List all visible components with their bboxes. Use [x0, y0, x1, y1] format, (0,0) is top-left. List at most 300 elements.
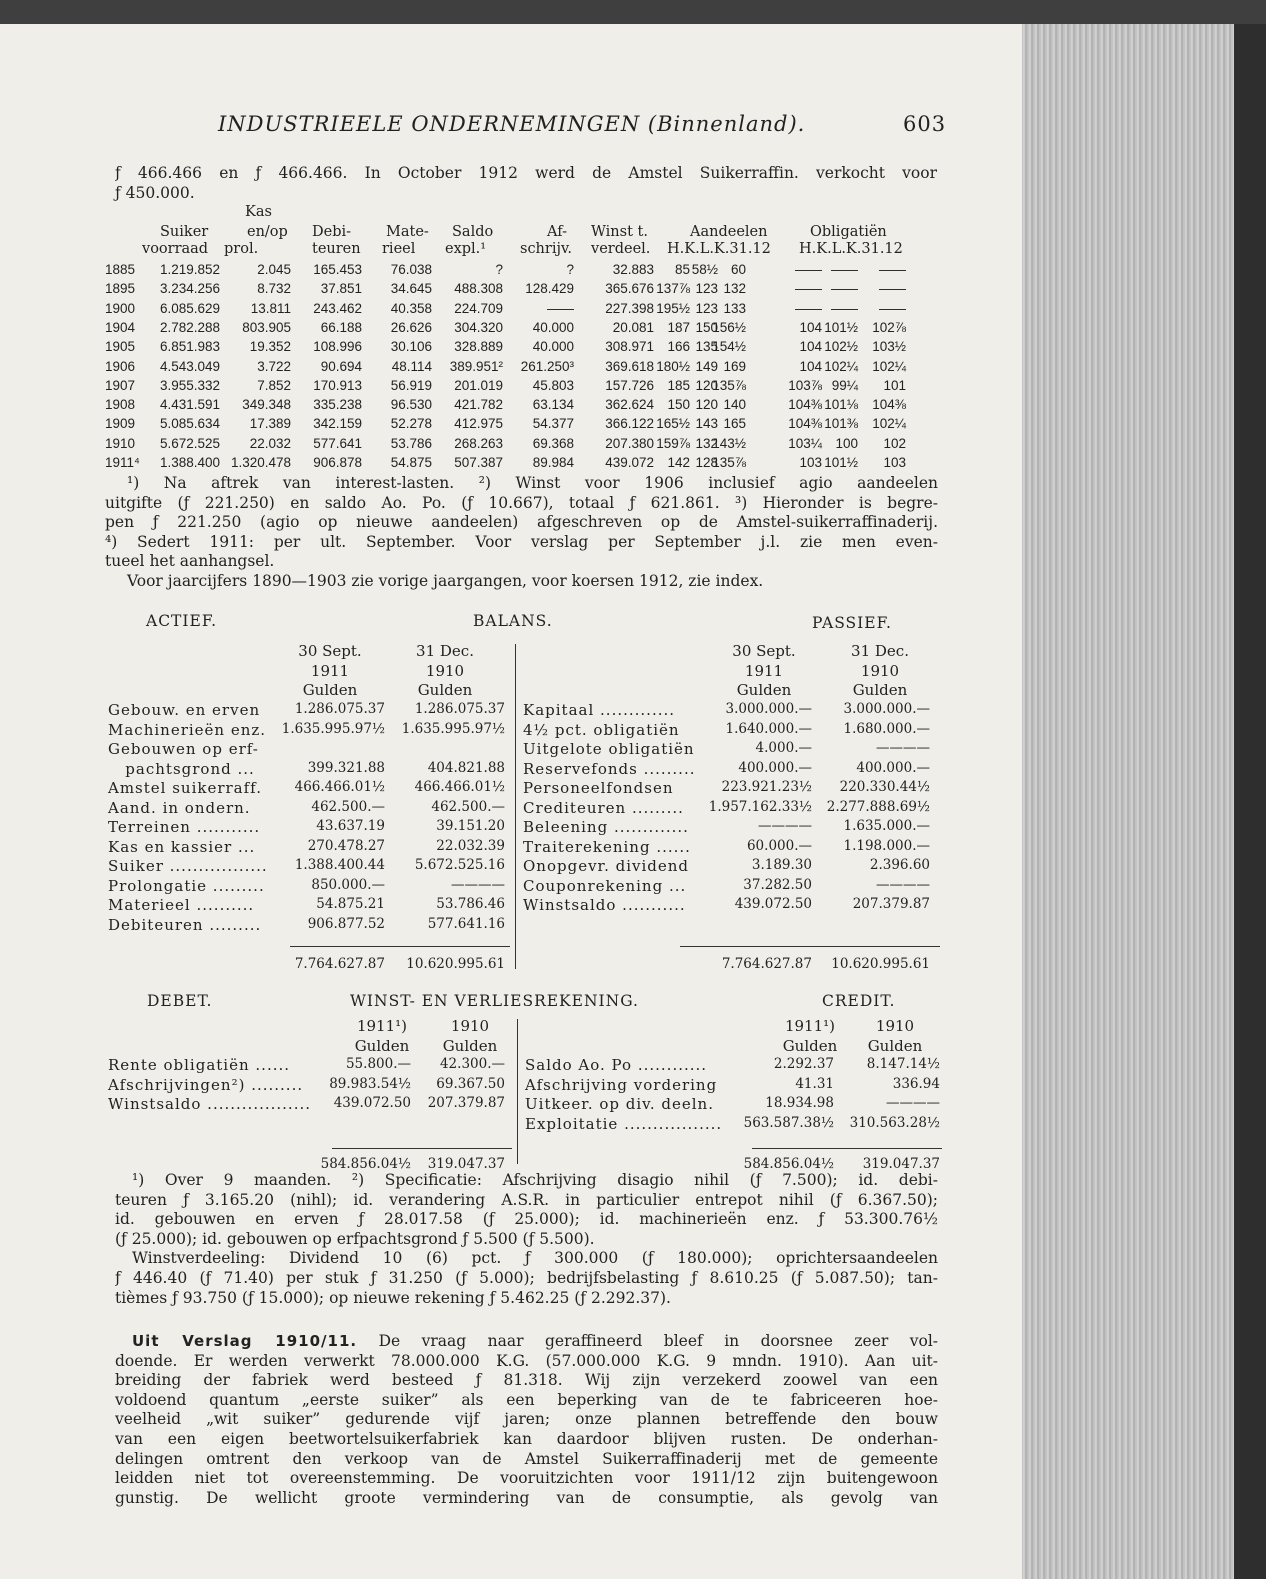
table-cell: 328.889: [454, 339, 503, 355]
table-cell: 803.905: [242, 319, 291, 335]
table-cell: 90.694: [320, 358, 362, 374]
table-cell: 22.032: [249, 435, 291, 451]
row-year: 1908: [105, 397, 136, 413]
note-line: ƒ 446.40 (ƒ 71.40) per stuk ƒ 31.250 (ƒ 5.000); bedrijfsbelasting ƒ 8.610.25 (ƒ 5.087.50); tan-: [115, 1268, 938, 1287]
column-heading: 1910: [425, 661, 465, 680]
account-value: 404.821.88: [427, 759, 505, 776]
table-cell: 165: [723, 416, 746, 432]
table-cell: 165.453: [313, 262, 362, 277]
footnote-line: pen ƒ 221.250 (agio op nieuwe aandeelen) afgeschreven op de Amstel-suikerraffinaderij.: [105, 513, 938, 532]
table-cell: 1.320.478: [230, 455, 291, 470]
table-cell: 123: [695, 300, 718, 316]
table-row: [0, 301, 1000, 320]
row-year: 1906: [105, 358, 136, 374]
account-value: 69.367.50: [436, 1075, 505, 1092]
table-cell: 104⅜: [788, 397, 822, 413]
table-row: [0, 359, 1000, 378]
account-value: 1.198.000.—: [843, 837, 930, 854]
column-heading: 1911¹): [356, 1017, 408, 1035]
table-cell: 140: [723, 397, 746, 413]
account-value: 89.983.54½: [329, 1075, 411, 1092]
table-cell: 243.462: [313, 300, 362, 316]
account-label: pachtsgrond ...: [108, 759, 255, 778]
table-cell: 195½: [656, 300, 690, 316]
account-label: Uitkeer. op div. deeln.: [525, 1095, 714, 1113]
table-cell: 4.543.049: [159, 358, 220, 374]
col-header: Winst t.: [591, 224, 648, 240]
table-cell: ——: [879, 300, 906, 316]
table-cell: 906.878: [313, 455, 362, 470]
table-cell: 268.263: [454, 435, 503, 451]
col-header: Debi-: [312, 224, 352, 240]
account-value: 1.957.162.33½: [708, 798, 812, 815]
col-header: schrijv.: [520, 241, 573, 257]
account-value: 3.000.000.—: [725, 701, 812, 717]
table-cell: 577.641: [313, 435, 362, 451]
account-value: 223.921.23½: [721, 779, 812, 795]
account-label: Beleening .............: [523, 818, 689, 836]
account-label: Couponrekening ...: [523, 876, 687, 895]
column-heading: Gulden: [442, 1036, 498, 1055]
total-value: 584.856.04½: [743, 1156, 834, 1172]
table-cell: 201.019: [454, 377, 503, 393]
table-cell: 150: [695, 319, 718, 335]
table-cell: 132: [723, 281, 746, 297]
verslag-line: veelheid „wit suiker” gedurende vijf jaren; onze plannen betreffende den bouw: [115, 1410, 938, 1429]
account-value: 41.31: [795, 1075, 834, 1092]
account-label: Rente obligatiën ......: [108, 1056, 291, 1074]
col-header: verdeel.: [591, 241, 651, 257]
vertical-divider: [517, 1019, 518, 1164]
account-value: ————: [876, 876, 930, 893]
account-value: 1.286.075.37: [294, 701, 385, 717]
account-label: Gebouwen op erf-: [108, 740, 259, 758]
total-value: 584.856.04½: [320, 1156, 411, 1172]
page-number: 603: [903, 112, 947, 136]
account-label: Reservefonds .........: [523, 759, 696, 778]
row-year: 1905: [105, 339, 136, 355]
table-cell: 103¼: [788, 435, 822, 451]
table-cell: 54.377: [532, 416, 574, 432]
table-cell: 26.626: [390, 319, 432, 335]
account-value: 37.282.50: [743, 876, 812, 893]
table-cell: 6.851.983: [159, 339, 220, 355]
table-row: [0, 416, 1000, 435]
verslag-line: voldoend quantum „eerste suiker” als een beperking van de te fabriceeren hoe-: [115, 1390, 938, 1409]
table-cell: 1.388.400: [159, 455, 220, 470]
col-header: expl.¹: [445, 241, 487, 257]
column-heading: 1910: [860, 661, 900, 680]
table-cell: 154½: [712, 339, 746, 355]
column-heading: 1910: [450, 1017, 490, 1035]
table-row: [0, 320, 1000, 339]
table-cell: 3.234.256: [159, 281, 220, 297]
table-cell: 34.645: [390, 281, 432, 297]
table-cell: 143½: [712, 435, 746, 451]
row-year: 1900: [105, 300, 136, 316]
table-cell: ——: [795, 281, 822, 297]
account-value: 1.388.400.44: [294, 857, 385, 873]
table-cell: 101½: [824, 455, 858, 470]
column-heading: Gulden: [867, 1036, 923, 1055]
account-value: 1.635.000.—: [843, 818, 930, 834]
table-cell: 123: [695, 281, 718, 297]
table-cell: ——: [879, 281, 906, 297]
account-label: Machinerieën enz.: [108, 720, 267, 739]
table-cell: ——: [831, 281, 858, 297]
table-cell: 104: [799, 339, 822, 355]
table-cell: 40.358: [390, 300, 432, 316]
table-cell: 120: [695, 377, 718, 393]
table-cell: 4.431.591: [159, 397, 220, 413]
table-cell: 165½: [656, 416, 690, 432]
row-year: 1885: [105, 262, 136, 277]
column-heading: 31 Dec.: [416, 642, 474, 660]
table-cell: 66.188: [320, 319, 362, 335]
table-cell: 17.389: [249, 416, 291, 432]
verslag-line: van een eigen beetwortelsuikerfabriek kan daardoor blijven rusten. De onderhan-: [115, 1429, 938, 1448]
table-cell: 362.624: [605, 397, 654, 413]
account-value: 400.000.—: [738, 759, 812, 776]
account-value: 577.641.16: [427, 915, 505, 932]
account-value: 22.032.39: [436, 837, 505, 854]
table-cell: 156½: [712, 319, 746, 335]
account-value: 310.563.28½: [849, 1114, 940, 1131]
table-cell: ——: [547, 300, 574, 316]
table-cell: 2.782.288: [159, 319, 220, 335]
col-header: Mate-: [386, 224, 429, 240]
account-value: 906.877.52: [307, 915, 385, 932]
col-header: en/op: [247, 224, 288, 240]
verslag-line: leidden niet tot overeenstemming. De vooruitzichten voor 1911/12 zijn buitengewoon: [115, 1469, 938, 1488]
account-value: 2.277.888.69½: [826, 798, 930, 815]
total-rule: [332, 1148, 512, 1149]
note-line: teuren ƒ 3.165.20 (nihl); id. verandering A.S.R. in particulier entrepot nihil (ƒ 6.367.50);: [115, 1190, 938, 1209]
row-year: 1909: [105, 416, 136, 432]
table-cell: 13.811: [250, 300, 291, 316]
account-value: 466.466.01½: [294, 779, 385, 795]
column-heading: 1911: [310, 661, 350, 680]
row-year: 1910: [105, 435, 136, 451]
table-cell: 365.676: [605, 281, 654, 297]
account-value: 462.500.—: [431, 798, 505, 815]
table-cell: 101: [883, 377, 906, 393]
account-label: Onopgevr. dividend: [523, 857, 690, 875]
account-label: Traiterekening ......: [523, 837, 691, 856]
table-cell: 135⅞: [712, 377, 746, 393]
table-row: [0, 339, 1000, 358]
running-title: INDUSTRIEELE ONDERNEMINGEN (Binnenland).: [218, 112, 806, 136]
account-value: 850.000.—: [311, 876, 385, 893]
account-value: 18.934.98: [765, 1095, 834, 1111]
column-heading: 1910: [875, 1017, 915, 1035]
footnote-line: Voor jaarcijfers 1890—1903 zie vorige jaargangen, voor koersen 1912, zie index.: [127, 571, 764, 590]
balans-right-title: PASSIEF.: [812, 614, 892, 632]
table-cell: 149: [695, 358, 718, 374]
table-cell: 488.308: [454, 281, 503, 297]
table-cell: 32.883: [612, 262, 654, 277]
table-cell: 101⅛: [824, 397, 858, 413]
table-row: [0, 262, 1000, 281]
table-cell: 128: [695, 455, 718, 470]
table-cell: 170.913: [313, 377, 362, 393]
table-cell: 99¼: [831, 377, 858, 393]
account-label: Exploitatie .................: [525, 1114, 723, 1133]
table-cell: 102½: [824, 339, 858, 355]
table-cell: ——: [795, 262, 822, 277]
column-heading: Gulden: [852, 681, 908, 700]
account-value: 1.286.075.37: [414, 701, 505, 717]
total-value: 319.047.37: [427, 1156, 505, 1172]
table-cell: 104⅜: [872, 397, 906, 413]
account-value: 336.94: [892, 1075, 940, 1092]
table-cell: 19.352: [249, 339, 291, 355]
table-cell: 76.038: [390, 262, 432, 277]
table-cell: 507.387: [454, 455, 503, 470]
verslag-first-line: [115, 1332, 938, 1352]
table-cell: 3.722: [257, 358, 291, 374]
table-row: [0, 378, 1000, 397]
winst-title: WINST- EN VERLIESREKENING.: [350, 992, 639, 1010]
table-cell: 103⅞: [788, 377, 822, 393]
account-value: 220.330.44½: [839, 779, 930, 795]
account-value: 439.072.50: [734, 896, 812, 912]
table-cell: 102¼: [872, 416, 906, 432]
table-cell: ——: [879, 262, 906, 277]
scan-frame-right: [1234, 24, 1266, 1579]
table-cell: 37.851: [320, 281, 362, 297]
table-cell: 103: [883, 455, 906, 470]
account-value: ————: [758, 818, 812, 834]
intro-line: ƒ 450.000.: [115, 183, 195, 202]
table-cell: 102⅞: [872, 319, 906, 335]
table-row: [0, 281, 1000, 300]
table-cell: 52.278: [390, 416, 432, 432]
account-value: 2.292.37: [773, 1056, 834, 1072]
table-cell: 135: [695, 339, 718, 355]
account-value: 270.478.27: [307, 837, 385, 854]
total-rule: [752, 1148, 942, 1149]
col-header: Suiker: [160, 224, 209, 240]
table-cell: 261.250³: [520, 358, 574, 374]
verslag-line: doende. Er werden verwerkt 78.000.000 K.G. (57.000.000 K.G. 9 mndn. 1910). Aan uit-: [115, 1351, 938, 1370]
col-header: Aandeelen: [690, 224, 768, 240]
vertical-divider: [515, 644, 516, 969]
account-label: Aand. in ondern.: [108, 798, 251, 817]
row-year: 1911⁴: [105, 455, 140, 470]
table-cell: 104⅜: [788, 416, 822, 432]
column-heading: 1911¹): [784, 1017, 836, 1035]
col-header: Kas: [245, 204, 272, 220]
account-label: Terreinen ...........: [108, 818, 261, 836]
table-cell: 169: [723, 358, 746, 374]
table-cell: 142: [667, 455, 690, 470]
account-value: 1.680.000.—: [843, 720, 930, 737]
col-header: teuren: [312, 241, 361, 257]
table-cell: 104: [799, 319, 822, 335]
account-value: 439.072.50: [333, 1095, 411, 1111]
table-cell: 150: [667, 397, 690, 413]
table-cell: 133: [723, 300, 746, 316]
account-label: Kapitaal .............: [523, 701, 676, 719]
total-rule: [680, 946, 940, 947]
account-label: Afschrijvingen²) .........: [108, 1075, 304, 1094]
table-row: [0, 455, 1000, 474]
table-cell: 103½: [872, 339, 906, 355]
verslag-paragraph: [115, 1332, 938, 1508]
account-value: ————: [876, 740, 930, 756]
account-value: 60.000.—: [746, 837, 812, 854]
account-label: Winstsaldo ...........: [523, 896, 686, 914]
table-cell: 40.000: [532, 319, 574, 335]
column-heading: Gulden: [417, 681, 473, 700]
table-cell: 308.971: [605, 339, 654, 355]
table-cell: 102¼: [872, 358, 906, 374]
table-cell: 166: [667, 339, 690, 355]
account-value: 1.635.995.97½: [281, 720, 385, 737]
account-value: 1.640.000.—: [725, 720, 812, 737]
account-value: 563.587.38½: [743, 1114, 834, 1131]
table-cell: 48.114: [391, 358, 432, 374]
table-cell: 120: [695, 397, 718, 413]
table-cell: 101⅜: [824, 416, 858, 432]
account-label: Materieel ..........: [108, 896, 255, 914]
table-cell: 227.398: [605, 300, 654, 316]
row-year: 1895: [105, 281, 136, 297]
account-value: 5.672.525.16: [414, 857, 505, 873]
verslag-line: De vraag naar geraffineerd bleef in doorsnee zeer vol-: [378, 1332, 938, 1350]
table-cell: 389.951²: [449, 358, 503, 374]
intro-line: ƒ 466.466 en ƒ 466.466. In October 1912 werd de Amstel Suikerraffin. verkocht voor: [115, 164, 937, 182]
col-header: voorraad: [142, 241, 209, 257]
table-cell: 137⅞: [656, 281, 690, 297]
table-cell: 7.852: [257, 377, 291, 393]
winst-left-title: DEBET.: [147, 992, 213, 1010]
table-cell: ?: [566, 262, 574, 277]
column-heading: 1911: [744, 661, 784, 680]
table-cell: 69.368: [532, 435, 574, 451]
table-cell: 58½: [691, 262, 718, 277]
account-value: 43.637.19: [316, 818, 385, 834]
account-value: 55.800.—: [345, 1056, 411, 1072]
column-heading: 30 Sept.: [732, 642, 796, 660]
total-value: 7.764.627.87: [721, 956, 812, 972]
table-cell: 8.732: [257, 281, 291, 297]
account-label: Debiteuren .........: [108, 915, 262, 934]
table-cell: 1.219.852: [159, 262, 220, 277]
column-heading: Gulden: [782, 1036, 838, 1055]
account-value: 3.189.30: [751, 857, 812, 873]
verslag-line: breiding der fabriek werd besteed ƒ 81.318. Wij zijn verzekerd zoowel van een: [115, 1371, 938, 1390]
account-value: 53.786.46: [436, 896, 505, 912]
table-cell: 439.072: [605, 455, 654, 470]
verslag-line: gunstig. De wellicht groote vermindering van de consumptie, als gevolg van: [115, 1488, 938, 1507]
table-cell: 3.955.332: [159, 377, 220, 393]
account-label: Personeelfondsen: [523, 779, 674, 797]
account-value: 3.000.000.—: [843, 701, 930, 717]
footnote-line: tueel het aanhangsel.: [105, 552, 275, 571]
row-year: 1904: [105, 319, 136, 335]
balans-left-title: ACTIEF.: [146, 612, 218, 630]
book-page-edges: [1022, 24, 1234, 1579]
table-cell: 304.320: [454, 319, 503, 335]
table-cell: 5.085.634: [159, 416, 220, 432]
table-cell: 224.709: [454, 300, 503, 316]
note-line: (ƒ 25.000); id. gebouwen op erfpachtsgrond ƒ 5.500 (ƒ 5.500).: [115, 1229, 595, 1248]
table-cell: 40.000: [532, 339, 574, 355]
table-cell: 366.122: [605, 416, 654, 432]
account-label: Gebouw. en erven: [108, 701, 261, 719]
col-header: H.K.L.K.31.12: [799, 241, 903, 257]
column-heading: 30 Sept.: [298, 642, 362, 660]
table-cell: 100: [835, 435, 858, 451]
note-line: Winstverdeeling: Dividend 10 (6) pct. ƒ 300.000 (ƒ 180.000); oprichtersaandeelen: [132, 1249, 938, 1268]
column-heading: Gulden: [302, 681, 358, 700]
statistics-table: [0, 24, 1022, 494]
specificatie-notes: [115, 1171, 938, 1308]
footnote-line: ¹) Na aftrek van interest-lasten. ²) Winst voor 1906 inclusief agio aandeelen: [127, 474, 938, 492]
table-cell: 421.782: [454, 397, 503, 413]
account-value: ————: [451, 876, 505, 893]
account-value: 54.875.21: [316, 896, 385, 912]
table-cell: ——: [795, 300, 822, 316]
account-value: 4.000.—: [755, 740, 812, 756]
col-header: H.K.L.K.31.12: [667, 241, 771, 257]
table-row: [0, 397, 1000, 416]
account-label: Amstel suikerraff.: [108, 779, 262, 797]
table-cell: ——: [831, 262, 858, 277]
table-cell: 342.159: [313, 416, 362, 432]
table-cell: 132: [695, 435, 718, 451]
account-label: Winstsaldo ..................: [108, 1095, 312, 1113]
table-cell: 103: [799, 455, 822, 470]
table-cell: 108.996: [313, 339, 362, 355]
table-cell: ——: [831, 300, 858, 316]
account-value: 462.500.—: [311, 798, 385, 815]
table-cell: ?: [495, 262, 503, 277]
winst-right-title: CREDIT.: [822, 992, 896, 1010]
table-cell: 60: [730, 262, 746, 277]
account-value: 466.466.01½: [414, 779, 505, 795]
account-value: 39.151.20: [436, 818, 505, 834]
table-cell: 102: [883, 435, 906, 451]
footnotes: [105, 474, 938, 592]
table-cell: 412.975: [454, 416, 503, 432]
table-cell: 56.919: [390, 377, 432, 393]
table-cell: 185: [667, 377, 690, 393]
table-cell: 128.429: [525, 281, 574, 297]
table-cell: 54.875: [390, 455, 432, 470]
note-line: tièmes ƒ 93.750 (ƒ 15.000); op nieuwe rekening ƒ 5.462.25 (ƒ 2.292.37).: [115, 1288, 671, 1307]
account-label: Kas en kassier ...: [108, 837, 256, 856]
table-cell: 187: [667, 319, 690, 335]
note-line: ¹) Over 9 maanden. ²) Specificatie: Afschrijving disagio nihil (ƒ 7.500); id. debi-: [132, 1171, 938, 1189]
col-header: Saldo: [452, 224, 494, 240]
col-header: Af-: [547, 224, 567, 240]
table-cell: 102¼: [824, 358, 858, 374]
account-value: 399.321.88: [307, 759, 385, 776]
table-cell: 369.618: [605, 358, 654, 374]
table-cell: 53.786: [390, 435, 432, 451]
account-value: 400.000.—: [856, 759, 930, 776]
total-value: 10.620.995.61: [831, 956, 930, 972]
footnote-line: uitgifte (ƒ 221.250) en saldo Ao. Po. (ƒ 10.667), totaal ƒ 621.861. ³) Hieronder is begre-: [105, 493, 938, 512]
account-label: Crediteuren .........: [523, 798, 684, 817]
account-label: Suiker .................: [108, 857, 268, 875]
table-cell: 335.238: [313, 397, 362, 413]
table-cell: 85: [674, 262, 690, 277]
account-label: Saldo Ao. Po ............: [525, 1056, 708, 1074]
